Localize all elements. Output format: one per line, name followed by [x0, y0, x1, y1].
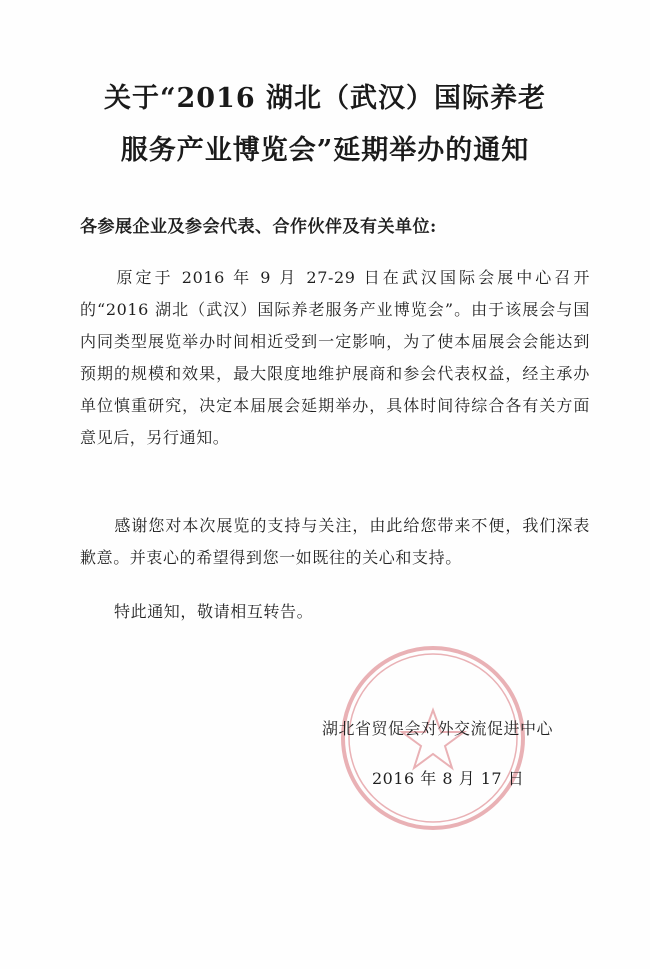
document-title-line-2: 服务产业博览会”延期举办的通知: [120, 135, 530, 166]
body-paragraph-1: [80, 262, 590, 454]
body-paragraph-2: [80, 510, 590, 574]
body-paragraph-2-text: 感谢您对本次展览的支持与关注，由此给您带来不便，我们深表歉意。并衷心的希望得到您一如既往的关心和支持。: [80, 516, 590, 567]
signature-date: 2016 年 8 月 17 日: [372, 769, 525, 788]
signature-organization: 湖北省贸促会对外交流促进中心: [322, 719, 554, 738]
body-paragraph-3: [80, 596, 590, 628]
body-paragraph-1-text: 原定于 2016 年 9 月 27-29 日在武汉国际会展中心召开的“2016 湖北（武汉）国际养老服务产业博览会”。由于该展会与国内同类型展览举办时间相近受到一定影响，为了使本届展会会能达到预期的规模和效果，最大限度地维护展商和参会代表权益，经主承办单位慎重研究，决定本届展会延期举办，具体时间待综合各有关方面意见后，另行通知。: [80, 268, 590, 447]
body-paragraph-3-text: 特此通知，敬请相互转告。: [114, 602, 314, 621]
document-title-line-1: 关于“2016 湖北（武汉）国际养老: [103, 83, 547, 114]
salutation: 各参展企业及参会代表、合作伙伴及有关单位:: [80, 217, 437, 237]
